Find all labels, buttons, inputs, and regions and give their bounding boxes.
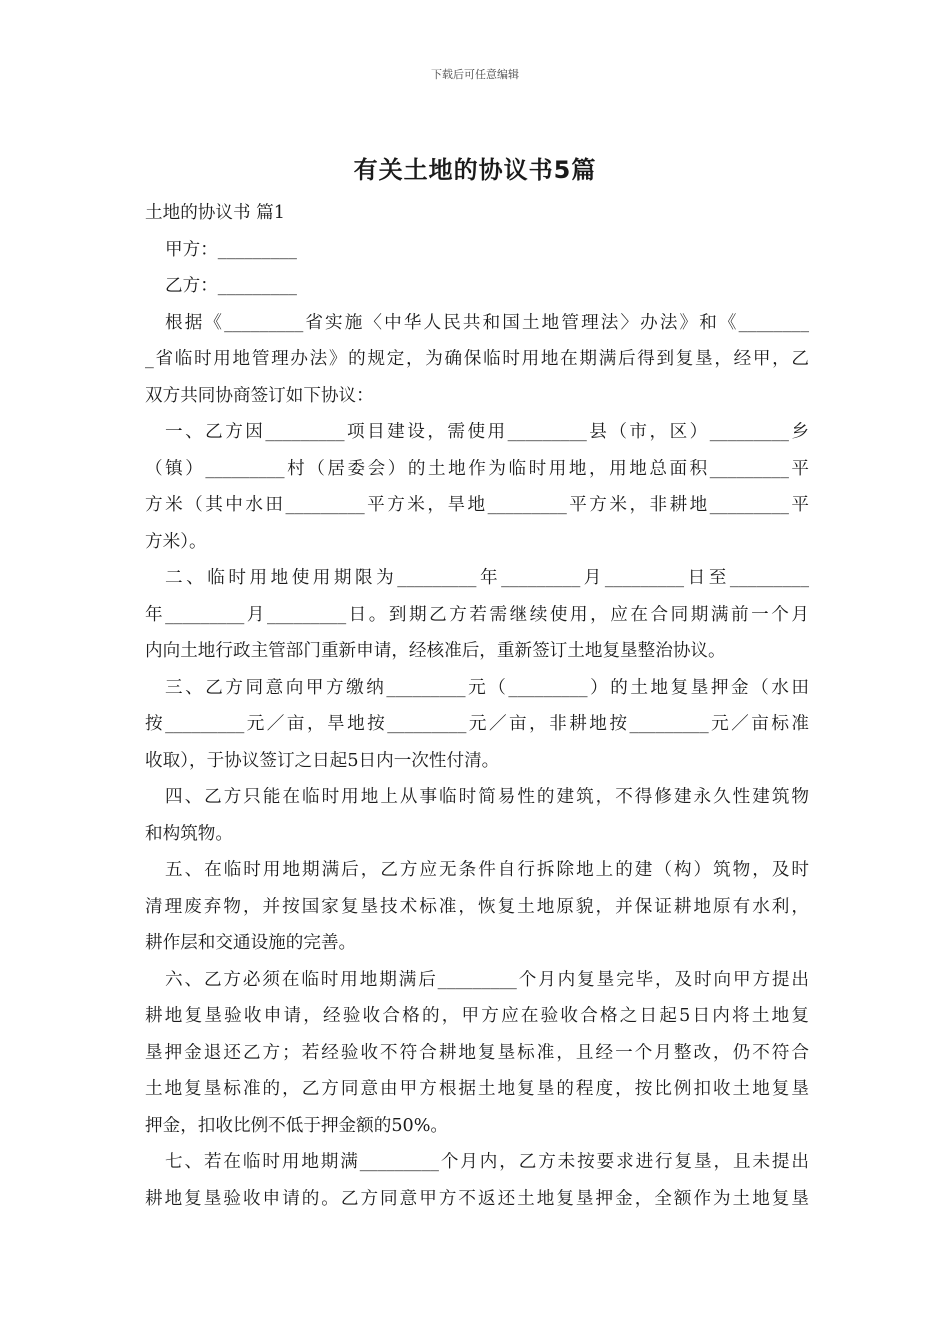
paragraph-line: 内向土地行政主管部门重新申请，经核准后，重新签订土地复垦整治协议。 bbox=[145, 641, 726, 661]
paragraph-line: 乙方：_________ bbox=[165, 276, 297, 296]
paragraph-line: 土地的协议书 篇1 bbox=[145, 203, 285, 223]
paragraph-line: 根据《_________省实施〈中华人民共和国土地管理法〉办法》和《________ bbox=[165, 312, 809, 333]
paragraph-line: 耕地复垦验收申请，经验收合格的，甲方应在验收合格之日起5日内将土地复 bbox=[145, 1006, 809, 1026]
paragraph-line: 三、乙方同意向甲方缴纳_________元（_________）的土地复垦押金（水田 bbox=[165, 677, 809, 698]
paragraph-line: 方米（其中水田_________平方米，旱地_________平方米，非耕地_________平 bbox=[145, 495, 809, 515]
paragraph-line: 收取），于协议签订之日起5日内一次性付清。 bbox=[145, 750, 500, 771]
paragraph-line: 按_________元／亩，旱地按_________元／亩，非耕地按_________元／亩标准 bbox=[145, 714, 809, 734]
paragraph-line: 六、乙方必须在临时用地期满后_________个月内复垦完毕，及时向甲方提出 bbox=[165, 969, 809, 990]
paragraph-line: 耕作层和交通设施的完善。 bbox=[145, 933, 357, 953]
paragraph-line: 土地复垦标准的，乙方同意由甲方根据土地复垦的程度，按比例扣收土地复垦 bbox=[145, 1079, 809, 1099]
paragraph-line: 押金，扣收比例不低于押金额的50%。 bbox=[145, 1115, 449, 1136]
page-header: 下载后可任意编辑 bbox=[431, 68, 519, 81]
paragraph-line: 一、乙方因_________项目建设，需使用_________县（市，区）_________乡 bbox=[165, 422, 809, 442]
paragraph-line: 方米）。 bbox=[145, 531, 207, 552]
paragraph-line: 四、乙方只能在临时用地上从事临时简易性的建筑，不得修建永久性建筑物 bbox=[165, 787, 809, 807]
paragraph-line: 七、若在临时用地期满_________个月内，乙方未按要求进行复垦，且未提出 bbox=[165, 1152, 809, 1172]
paragraph-line: 垦押金退还乙方；若经验收不符合耕地复垦标准，且经一个月整改，仍不符合 bbox=[145, 1042, 809, 1063]
document-title: 有关土地的协议书5篇 bbox=[353, 156, 597, 184]
paragraph-line: 双方共同协商签订如下协议： bbox=[145, 385, 374, 406]
paragraph-line: _省临时用地管理办法》的规定，为确保临时用地在期满后得到复垦，经甲，乙 bbox=[145, 349, 809, 369]
paragraph-line: 五、在临时用地期满后，乙方应无条件自行拆除地上的建（构）筑物，及时 bbox=[165, 860, 809, 880]
paragraph-line: 年_________月_________日。到期乙方若需继续使用，应在合同期满前一个月 bbox=[145, 604, 809, 625]
paragraph-line: 和构筑物。 bbox=[145, 823, 233, 844]
document-body bbox=[145, 195, 809, 1217]
paragraph-line: 清理废弃物，并按国家复垦技术标准，恢复土地原貌，并保证耕地原有水利， bbox=[145, 896, 809, 917]
paragraph-line: 二、临时用地使用期限为_________年_________月_________日至_________ bbox=[165, 568, 809, 588]
paragraph-line: 甲方：_________ bbox=[165, 239, 297, 260]
paragraph-line: （镇）_________村（居委会）的土地作为临时用地，用地总面积_________平 bbox=[145, 458, 809, 479]
paragraph-line: 耕地复垦验收申请的。乙方同意甲方不返还土地复垦押金，全额作为土地复垦 bbox=[145, 1188, 809, 1209]
